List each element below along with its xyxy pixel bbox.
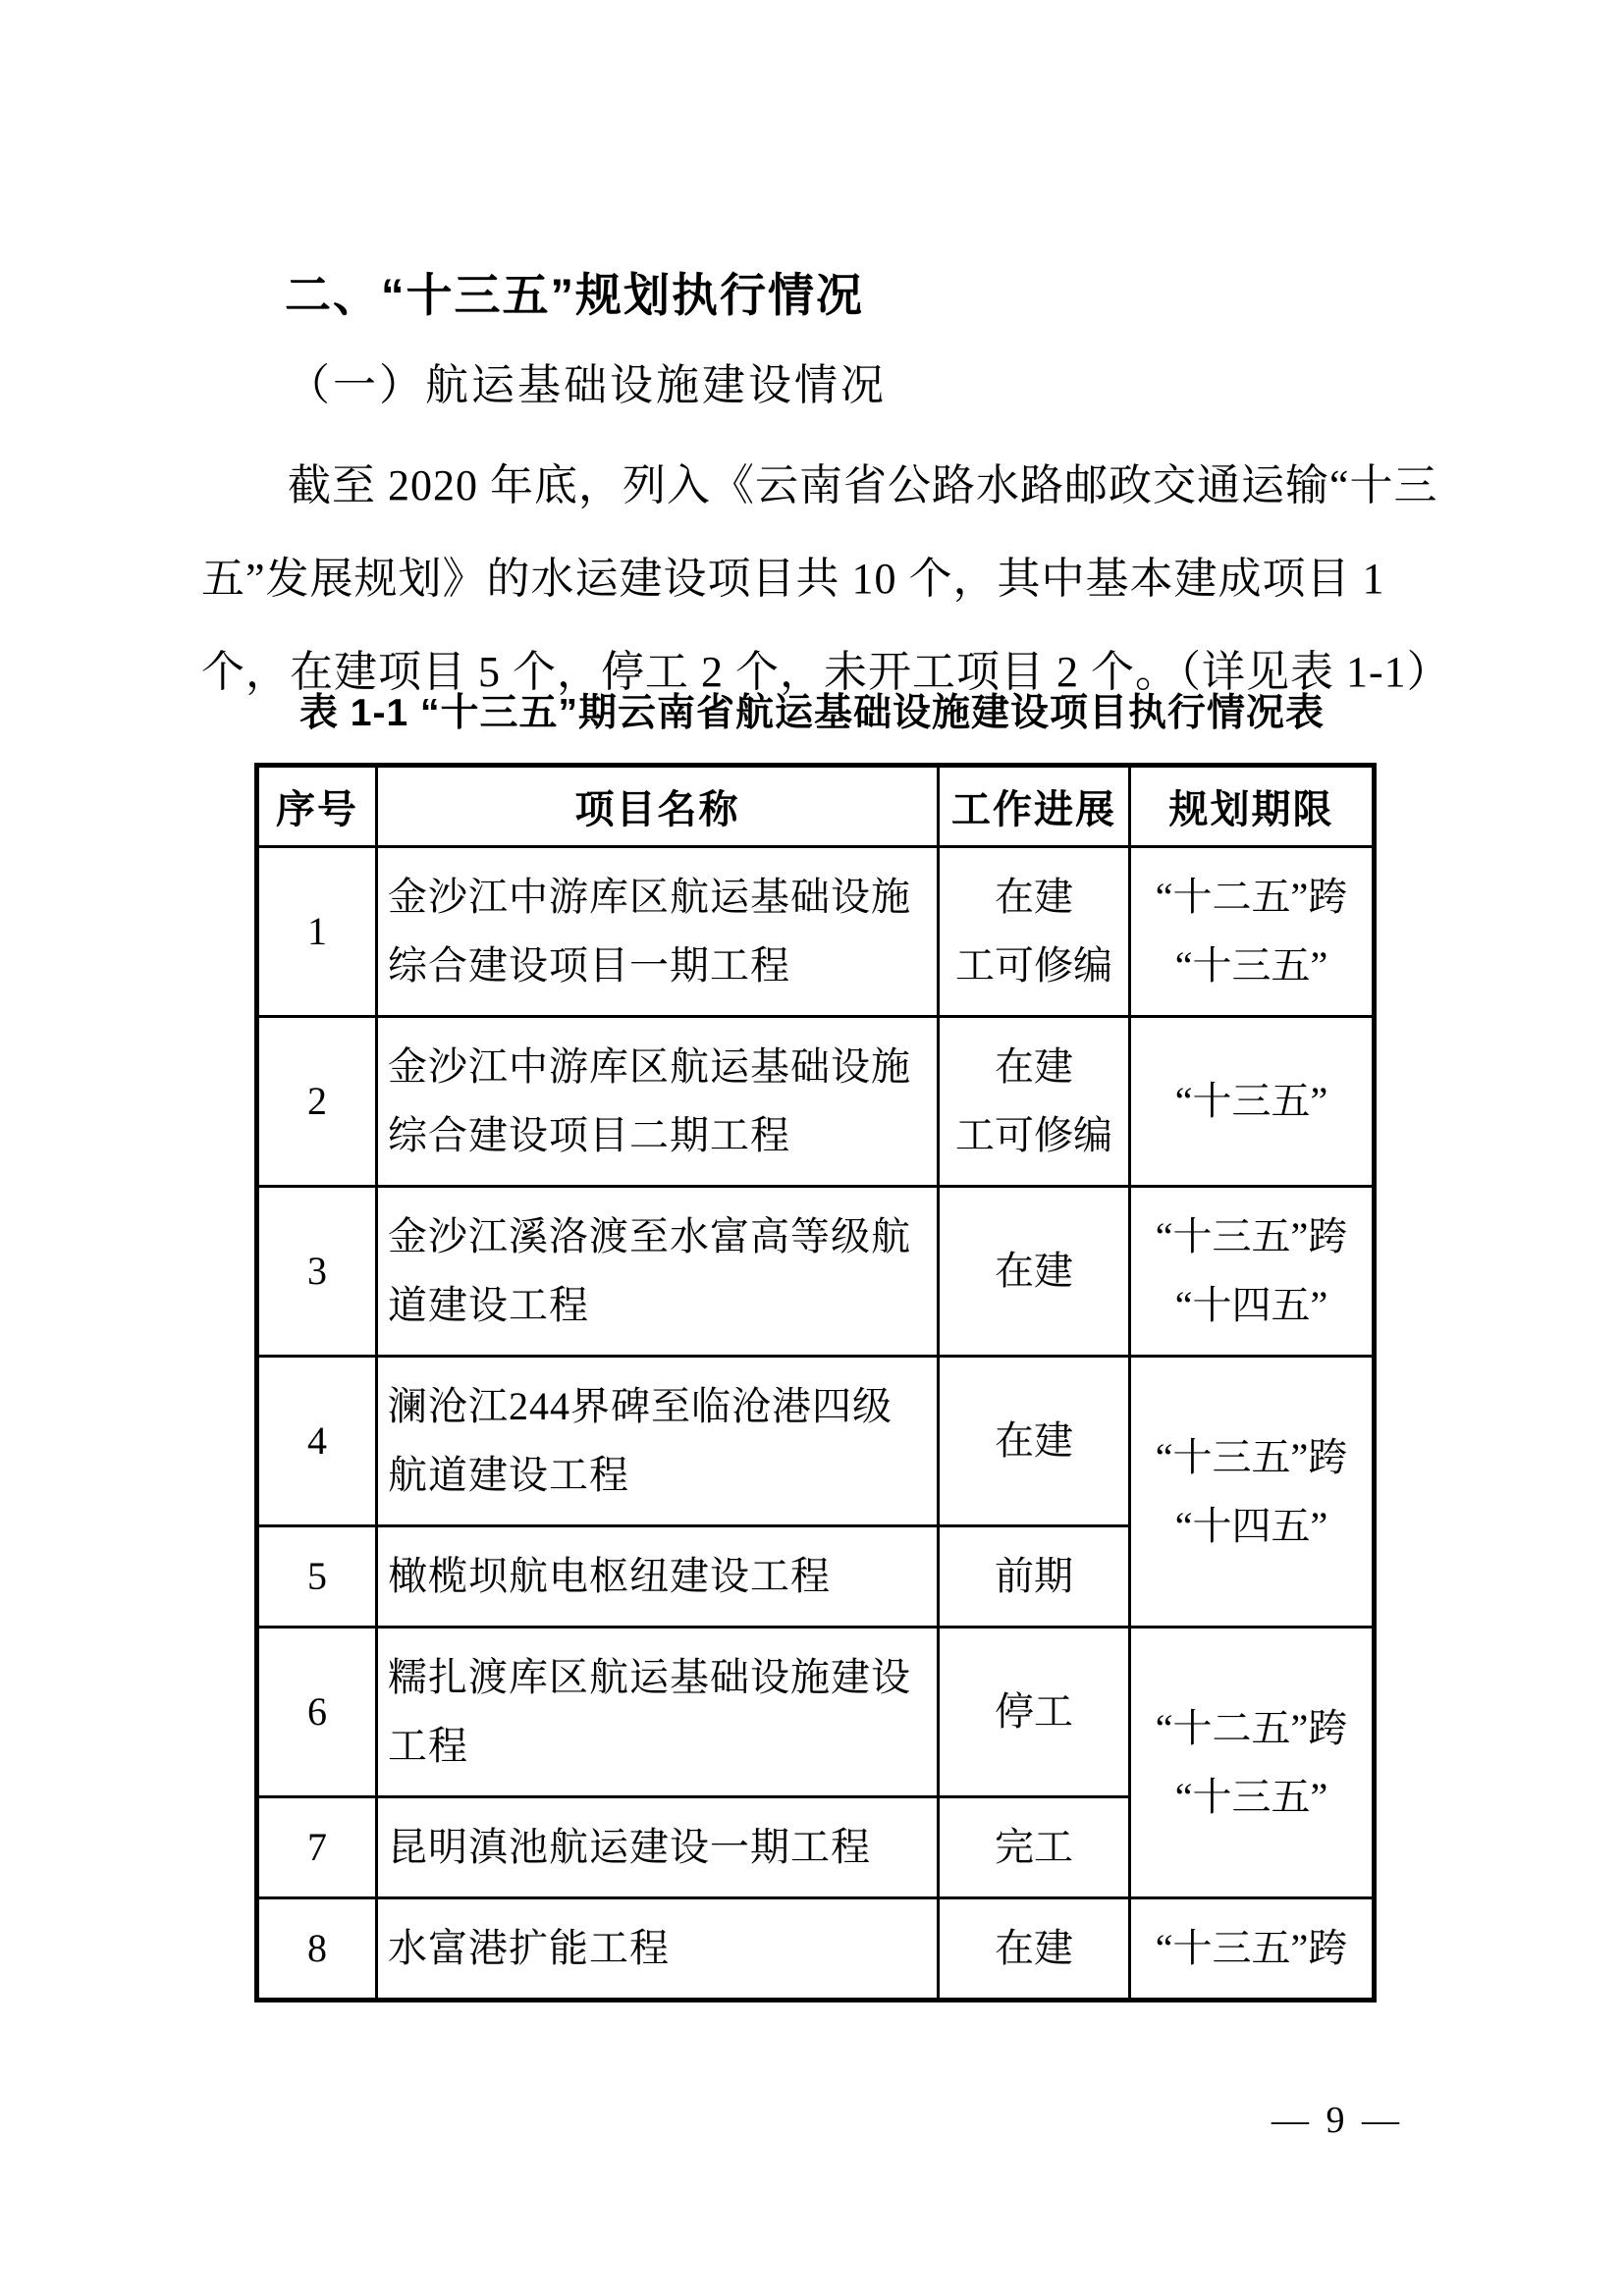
column-header-plan-period: 规划期限 [1130, 766, 1375, 847]
row-index-cell: 7 [257, 1797, 377, 1898]
plan-period-cell: “十三五”跨 “十四五” [1130, 1357, 1375, 1628]
project-name-cell: 糯扎渡库区航运基础设施建设工程 [377, 1628, 939, 1797]
row-index-cell: 6 [257, 1628, 377, 1797]
plan-period-cell: “十三五”跨 “十四五” [1130, 1187, 1375, 1357]
row-index-cell: 8 [257, 1898, 377, 2001]
plan-period-cell: “十三五”跨 [1130, 1898, 1375, 2001]
subsection-heading: （一）航运基础设施建设情况 [287, 361, 887, 409]
column-header-project-name: 项目名称 [377, 766, 939, 847]
plan-period-cell: “十三五” [1130, 1017, 1375, 1187]
table-row [257, 1898, 1375, 2001]
project-name-cell: 金沙江中游库区航运基础设施综合建设项目二期工程 [377, 1017, 939, 1187]
project-name-cell: 橄榄坝航电枢纽建设工程 [377, 1526, 939, 1628]
project-name-cell: 金沙江中游库区航运基础设施综合建设项目一期工程 [377, 847, 939, 1017]
project-table-header [257, 766, 1375, 847]
progress-cell: 在建 [939, 1357, 1130, 1526]
progress-cell: 在建 [939, 1898, 1130, 2001]
project-name-cell: 昆明滇池航运建设一期工程 [377, 1797, 939, 1898]
table-caption: 表 1-1 “十三五”期云南省航运基础设施建设项目执行情况表 [298, 692, 1326, 734]
table-row [257, 1187, 1375, 1357]
project-table [254, 763, 1377, 2002]
table-row [257, 1017, 1375, 1187]
project-name-cell: 金沙江溪洛渡至水富高等级航道建设工程 [377, 1187, 939, 1357]
progress-cell: 在建 工可修编 [939, 847, 1130, 1017]
plan-period-cell: “十二五”跨 “十三五” [1130, 1628, 1375, 1898]
progress-cell: 在建 工可修编 [939, 1017, 1130, 1187]
row-index-cell: 4 [257, 1357, 377, 1526]
plan-period-cell: “十二五”跨 “十三五” [1130, 847, 1375, 1017]
row-index-cell: 5 [257, 1526, 377, 1628]
header-row [257, 766, 1375, 847]
column-header-progress: 工作进展 [939, 766, 1130, 847]
column-header-index: 序号 [257, 766, 377, 847]
body-paragraph [201, 439, 1468, 719]
paragraph-line: 五”发展规划》的水运建设项目共 10 个，其中基本建成项目 1 [201, 555, 1385, 603]
row-index-cell: 1 [257, 847, 377, 1017]
page-number: — 9 — [1272, 2100, 1403, 2141]
table-row [257, 1628, 1375, 1797]
progress-cell: 在建 [939, 1187, 1130, 1357]
project-table-body [257, 847, 1375, 2001]
progress-cell: 前期 [939, 1526, 1130, 1628]
paragraph-line: 个，在建项目 5 个，停工 2 个，未开工项目 2 个。（详见表 1-1） [201, 648, 1451, 696]
table-row [257, 847, 1375, 1017]
paragraph-line: 截至 2020 年底，列入《云南省公路水路邮政交通运输“十三 [288, 461, 1438, 509]
table-row [257, 1357, 1375, 1526]
row-index-cell: 3 [257, 1187, 377, 1357]
section-heading: 二、“十三五”规划执行情况 [285, 269, 864, 321]
project-name-cell: 澜沧江244界碑至临沧港四级航道建设工程 [377, 1357, 939, 1526]
progress-cell: 停工 [939, 1628, 1130, 1797]
project-name-cell: 水富港扩能工程 [377, 1898, 939, 2001]
progress-cell: 完工 [939, 1797, 1130, 1898]
row-index-cell: 2 [257, 1017, 377, 1187]
